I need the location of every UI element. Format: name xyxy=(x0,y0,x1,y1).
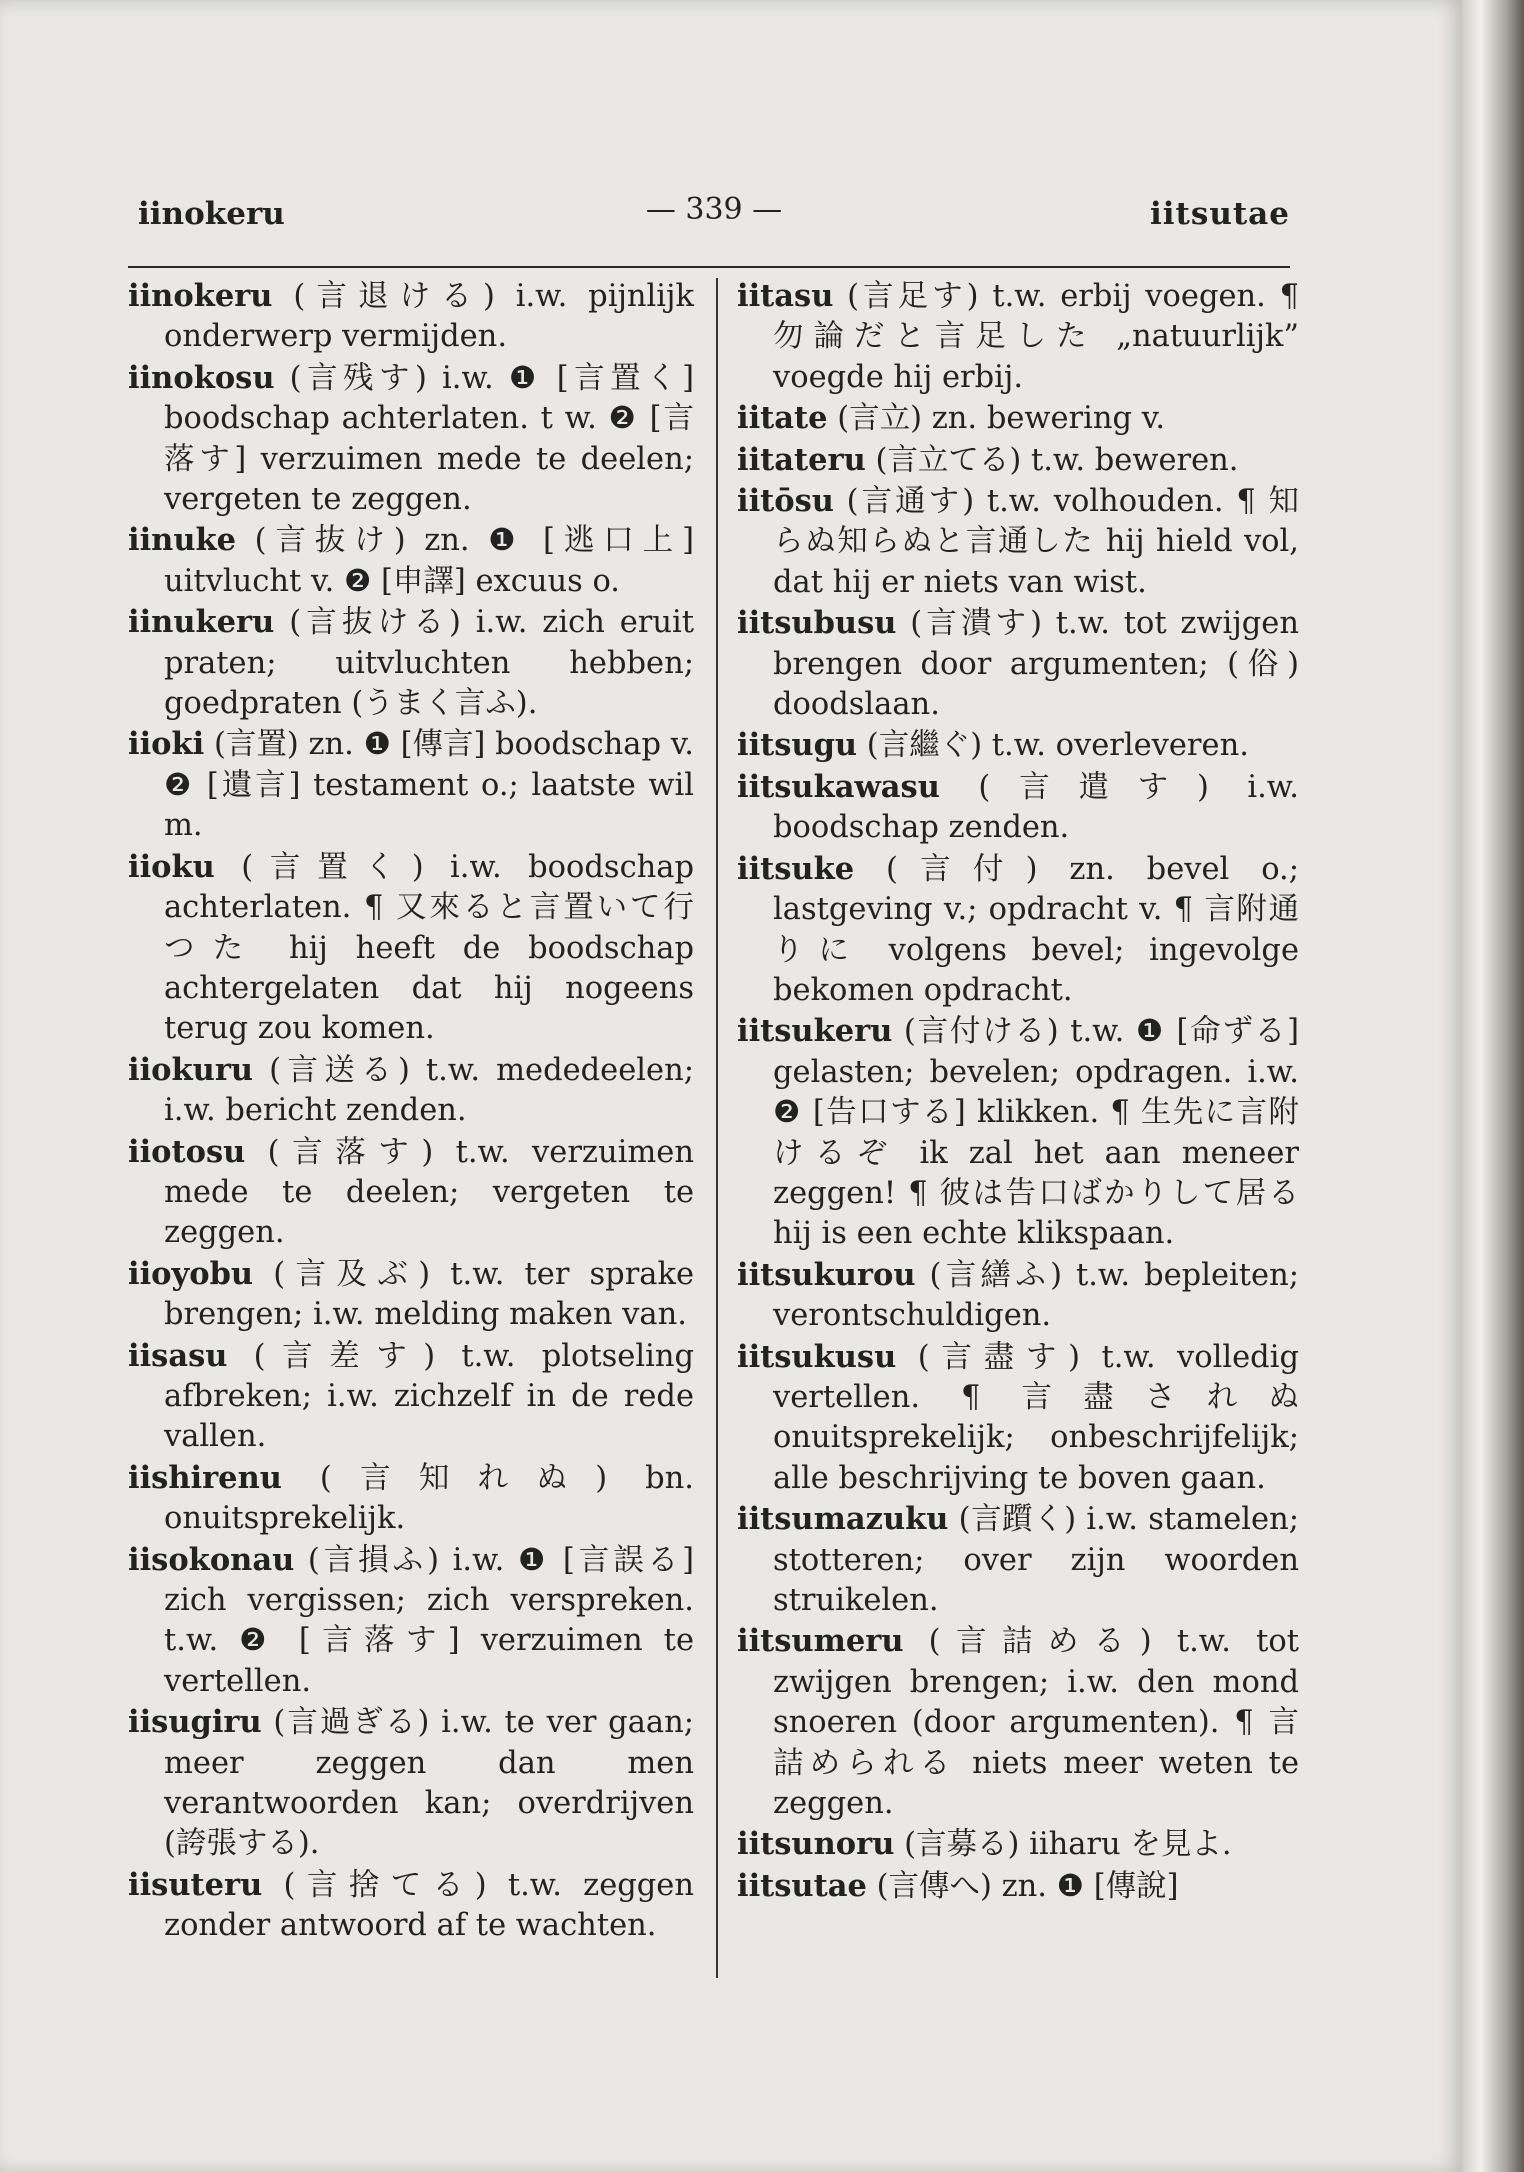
entry-headword: iitateru xyxy=(737,441,866,478)
entry-definition: (言送る) t.w. mededeelen; i.w. bericht zenden. xyxy=(164,1052,694,1129)
entry-headword: iisugiru xyxy=(128,1704,262,1741)
entry-headword: iiotosu xyxy=(128,1133,246,1170)
entry-headword: iitōsu xyxy=(737,483,834,520)
entry-definition: (言付) zn. bevel o.; lastgeving v.; opdracht v. ¶ 言附通りに volgens bevel; ingevolge bekomen opdracht. xyxy=(773,851,1299,1008)
entry-headword: iitsugu xyxy=(737,727,858,764)
dictionary-entry xyxy=(737,1255,1299,1337)
entry-headword: iinukeru xyxy=(128,604,275,641)
entry-definition: (言抜け) zn. ❶ [逃口上] uitvlucht v. ❷ [申譯] excuus o. xyxy=(164,523,694,599)
entry-headword: iisuteru xyxy=(128,1866,263,1903)
dictionary-entry xyxy=(128,1132,694,1254)
entry-headword: iinokeru xyxy=(128,278,273,314)
entry-definition: (言傳へ) zn. ❶ [傳說] xyxy=(866,1868,1179,1904)
dictionary-entry xyxy=(737,481,1299,603)
dictionary-entry xyxy=(128,1702,694,1865)
dictionary-entry xyxy=(128,1865,694,1947)
entry-definition: (言通す) t.w. volhouden. ¶ 知らぬ知らぬと言通した hij hield vol, dat hij er niets van wist. xyxy=(773,484,1299,600)
dictionary-entry xyxy=(737,603,1299,725)
entry-headword: iitsutae xyxy=(737,1867,867,1904)
entry-headword: iitsukurou xyxy=(737,1256,916,1293)
entry-definition: (言残す) i.w. ❶ [言置く] boodschap achterlaten. t w. ❷ [言落す] verzuimen mede te deelen; vergeten te zeggen. xyxy=(164,360,694,518)
entry-definition: (言足す) t.w. erbij voegen. ¶ 勿論だと言足した „natuurlijk” voegde hij erbij. xyxy=(773,279,1299,395)
dictionary-entry xyxy=(737,1337,1299,1500)
entry-headword: iioyobu xyxy=(128,1255,254,1292)
dictionary-entry xyxy=(128,602,694,724)
entry-definition: (言繕ふ) t.w. bepleiten; verontschuldigen. xyxy=(773,1257,1299,1334)
entry-definition: (言躓く) i.w. stamelen; stotteren; over zijn woorden struikelen. xyxy=(773,1502,1299,1618)
left-column xyxy=(128,276,694,1947)
entry-headword: iisasu xyxy=(128,1337,228,1374)
entry-definition: (言遣す) i.w. boodschap zenden. xyxy=(773,769,1299,846)
entry-definition: (言置) zn. ❶ [傳言] boodschap v. ❷ [遺言] testament o.; laatste wil m. xyxy=(164,727,694,844)
entry-headword: iitsuke xyxy=(737,850,855,887)
entry-definition: (言置く) i.w. boodschap achterlaten. ¶ 又來ると言置いて行つた hij heeft de boodschap achtergelaten dat hij nogeens terug zou komen. xyxy=(164,849,694,1047)
dictionary-entry xyxy=(128,358,694,521)
dictionary-entry xyxy=(128,1458,694,1540)
entry-definition: (言繼ぐ) t.w. overleveren. xyxy=(857,728,1249,764)
entry-headword: iitasu xyxy=(737,278,834,314)
entry-definition: (言詰める) t.w. tot zwijgen brengen; i.w. den mond snoeren (door argumenten). ¶ 言詰められる niets meer weten te zeggen. xyxy=(773,1624,1299,1822)
dictionary-entry xyxy=(128,724,694,846)
header-rule xyxy=(128,266,1290,268)
dictionary-entry xyxy=(128,1050,694,1132)
dictionary-entry xyxy=(737,1011,1299,1254)
entry-headword: iisokonau xyxy=(128,1541,295,1578)
entry-headword: iitsunoru xyxy=(737,1826,895,1863)
dictionary-entry xyxy=(737,767,1299,849)
entry-definition: (言捨てる) t.w. zeggen zonder antwoord af te wachten. xyxy=(164,1867,694,1944)
dictionary-entry xyxy=(737,1824,1299,1865)
dictionary-entry xyxy=(128,1540,694,1703)
entry-headword: iinuke xyxy=(128,522,237,559)
entry-definition: (言落す) t.w. verzuimen mede te deelen; vergeten te zeggen. xyxy=(164,1134,694,1251)
page-number: — 339 — xyxy=(645,192,783,227)
dictionary-entry xyxy=(737,1499,1299,1621)
entry-headword: iishirenu xyxy=(128,1459,282,1496)
dictionary-entry xyxy=(737,725,1299,766)
entry-definition: (言付ける) t.w. ❶ [命ずる] gelasten; bevelen; opdragen. i.w. ❷ [告口する] klikken. ¶ 生先に言附けるぞ ik zal het aan meneer zeggen! ¶ 彼は告口ばかりして居る hij is een echte klikspaan. xyxy=(773,1014,1299,1252)
entry-headword: iinokosu xyxy=(128,359,275,396)
dictionary-entry xyxy=(737,1621,1299,1824)
header-first-headword: iinokeru xyxy=(138,196,285,232)
entry-headword: iiokuru xyxy=(128,1051,254,1088)
dictionary-entry xyxy=(128,1336,694,1458)
dictionary-entry xyxy=(128,847,694,1050)
right-column xyxy=(737,276,1299,1907)
entry-definition: (言知れぬ) bn. onuitsprekelijk. xyxy=(164,1460,694,1537)
entry-definition: (言損ふ) i.w. ❶ [言誤る] zich vergissen; zich verspreken. t.w. ❷ [言落す] verzuimen te vertellen. xyxy=(164,1542,694,1699)
dictionary-entry xyxy=(737,1866,1299,1907)
dictionary-entry xyxy=(737,849,1299,1012)
entry-definition: (言立てる) t.w. beweren. xyxy=(865,442,1239,478)
entry-definition: (言盡す) t.w. volledig vertellen. ¶ 言盡されぬ onuitsprekelijk; onbeschrijfelijk; alle beschrijving te boven gaan. xyxy=(773,1339,1299,1496)
entry-definition: (言及ぶ) t.w. ter sprake brengen; i.w. melding maken van. xyxy=(164,1256,694,1333)
entry-headword: iioku xyxy=(128,848,215,885)
entry-definition: (言募る) iiharu を見よ. xyxy=(894,1827,1232,1863)
entry-definition: (言抜ける) i.w. zich eruit praten; uitvluchten hebben; goedpraten (うまく言ふ). xyxy=(164,605,694,722)
entry-definition: (言潰す) t.w. tot zwijgen brengen door argumenten; (俗) doodslaan. xyxy=(773,606,1299,723)
dictionary-entry xyxy=(128,1254,694,1336)
entry-headword: iitsumeru xyxy=(737,1623,904,1660)
dictionary-entry xyxy=(128,276,694,358)
entry-definition: (言退ける) i.w. pijnlijk onderwerp vermijden. xyxy=(164,279,694,355)
entry-definition: (言立) zn. bewering v. xyxy=(827,401,1166,437)
entry-definition: (言差す) t.w. plotseling afbreken; i.w. zichzelf in de rede vallen. xyxy=(164,1338,694,1455)
entry-headword: iitsukusu xyxy=(737,1338,897,1375)
entry-headword: iitsukeru xyxy=(737,1013,893,1050)
dictionary-entry xyxy=(128,520,694,602)
dictionary-entry xyxy=(737,276,1299,398)
entry-headword: iitate xyxy=(737,400,828,437)
dictionary-entry xyxy=(737,398,1299,439)
header-last-headword: iitsutae xyxy=(1150,196,1290,232)
dictionary-entry xyxy=(737,440,1299,481)
entry-headword: iitsubusu xyxy=(737,605,897,642)
entry-headword: iitsukawasu xyxy=(737,768,940,805)
entry-headword: iitsumazuku xyxy=(737,1501,949,1538)
page-stack-edge xyxy=(1462,0,1524,2172)
entry-headword: iioki xyxy=(128,726,205,763)
page-header xyxy=(138,192,1290,246)
entry-definition: (言過ぎる) i.w. te ver gaan; meer zeggen dan men verantwoorden kan; overdrijven (誇張する). xyxy=(164,1705,694,1862)
column-divider xyxy=(716,278,718,1978)
